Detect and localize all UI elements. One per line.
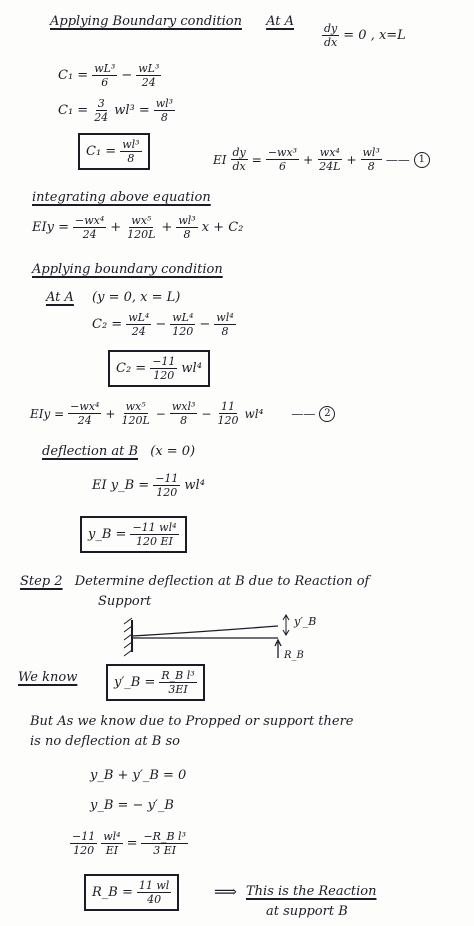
c1-lhs: C₁ =	[58, 68, 89, 83]
tail-text: wl⁴	[181, 361, 202, 376]
frac-num: 3	[97, 97, 105, 110]
heading-text: Applying Boundary condition	[50, 14, 242, 29]
plus-sign: +	[161, 220, 173, 235]
deflected-shape	[132, 626, 278, 636]
frac-num: wl³	[178, 214, 196, 227]
equation-1	[213, 146, 430, 173]
frac-den: EI	[105, 844, 119, 857]
frac-num: 11 wl	[138, 879, 170, 892]
mid-text: wl³ =	[114, 103, 150, 118]
heading-text: integrating above equation	[32, 190, 211, 205]
rb-label: R_B	[284, 650, 304, 661]
plus-sign: +	[303, 152, 314, 167]
frac-den: 6	[101, 76, 109, 89]
frac-num: wl³	[155, 97, 174, 110]
c2-result-box	[108, 350, 210, 387]
at-a-condition	[46, 290, 180, 305]
c2-lhs: C₂ =	[92, 317, 123, 332]
frac-num: wL³	[138, 62, 160, 75]
dx-text: dx	[324, 36, 338, 49]
wall-hatching	[124, 618, 132, 656]
tail-text: wl⁴	[184, 478, 205, 493]
but-line-2: is no deflection at B so	[30, 734, 180, 749]
frac-num: wl³	[122, 138, 140, 151]
condition-text: (x = 0)	[150, 444, 196, 459]
step-2-line-2	[98, 594, 151, 609]
frac-num: −R_B l³	[143, 830, 186, 843]
equation-2	[30, 400, 335, 427]
eiy-lhs: EIy =	[32, 220, 69, 235]
step-2-line	[20, 574, 369, 589]
tail-text: wl⁴	[244, 406, 264, 421]
frac-num: −wx⁴	[70, 400, 100, 413]
condition-text: (y = 0, x = L)	[92, 290, 181, 305]
frac-den: 24L	[319, 160, 341, 173]
sum-text: y_B + y′_B = 0	[90, 768, 187, 783]
rb-lhs: R_B =	[92, 885, 133, 900]
c1-equation-b	[58, 97, 175, 124]
frac-den: 120 EI	[136, 535, 173, 548]
frac-num: −wx⁴	[75, 214, 105, 227]
final-text: at support B	[266, 904, 348, 919]
minus-sign: −	[121, 68, 133, 83]
frac-den: 24	[131, 325, 146, 338]
yb-prime-box	[106, 664, 205, 701]
integrating-heading	[32, 190, 211, 205]
final-text: This is the Reaction	[246, 884, 377, 899]
frac-num: wx⁵	[125, 400, 146, 413]
frac-den: 120	[153, 369, 175, 382]
we-know-label	[18, 670, 77, 685]
frac-num: wL³	[94, 62, 116, 75]
yb-result-box	[80, 516, 187, 553]
equals: =	[251, 152, 262, 167]
sum-text: y_B = − y′_B	[90, 798, 174, 813]
frac-den: 3 EI	[153, 844, 177, 857]
frac-num: wl³	[362, 146, 380, 159]
at-a-text: At A	[266, 14, 294, 29]
minus-sign: −	[155, 406, 166, 421]
plus-sign: +	[346, 152, 357, 167]
c1-lhs: C₁ =	[58, 103, 89, 118]
c1-lhs: C₁ =	[86, 144, 117, 159]
at-a-text: At A	[46, 290, 74, 305]
frac-num: wL⁴	[128, 311, 150, 324]
step-text: Support	[98, 594, 152, 609]
dy-dx-condition	[322, 22, 406, 49]
heading-text: deflection at B	[42, 444, 139, 459]
dy-text: dy	[232, 146, 246, 159]
frac-num: −wx³	[267, 146, 298, 159]
yb-prime-lhs: y′_B =	[114, 675, 156, 690]
equation-number: 1	[414, 152, 430, 168]
minus-sign: −	[199, 317, 211, 332]
sum-equation-1	[90, 768, 186, 783]
c2-equation	[92, 311, 236, 338]
eiyb-equation	[92, 472, 205, 499]
dash: ——	[291, 406, 316, 421]
frac-den: 3EI	[168, 683, 188, 696]
minus-sign: −	[201, 406, 212, 421]
frac-den: 8	[180, 414, 188, 427]
c1-result-box	[78, 133, 150, 170]
we-know-text: We know	[18, 670, 78, 685]
ei-text: EI	[213, 152, 227, 167]
dx-text: dx	[232, 160, 246, 173]
frac-num: −11	[155, 472, 179, 485]
heading-text: Applying boundary condition	[32, 262, 223, 277]
frac-num: −11 wl⁴	[132, 521, 177, 534]
frac-num: −11	[152, 355, 176, 368]
final-text-2	[266, 904, 348, 919]
yb-prime-label: y′_B	[294, 615, 317, 628]
equation-number: 2	[319, 406, 335, 422]
frac-den: 8	[367, 160, 375, 173]
frac-num: wx⁴	[319, 146, 340, 159]
step-label: Step 2	[20, 574, 63, 589]
final-text-1	[246, 884, 376, 899]
minus-sign: −	[155, 317, 167, 332]
step-text: Determine deflection at B due to Reaction of	[74, 574, 370, 589]
frac-den: 24	[94, 111, 109, 124]
frac-den: 120	[156, 486, 178, 499]
condition-text: = 0 , x=L	[343, 28, 406, 43]
boundary-heading-1	[50, 14, 294, 29]
frac-num: wl⁴	[216, 311, 234, 324]
frac-num: wxl³	[171, 400, 196, 413]
frac-den: 24	[77, 414, 92, 427]
implies-arrow: ⟹	[214, 882, 237, 901]
plus-sign: +	[105, 406, 116, 421]
frac-den: 6	[278, 160, 286, 173]
frac-den: 8	[127, 152, 135, 165]
boundary-heading-2	[32, 262, 223, 277]
equals: =	[126, 836, 138, 851]
eiy-equation	[32, 214, 243, 241]
frac-den: 8	[183, 228, 191, 241]
c1-equation-a	[58, 62, 161, 89]
frac-num: 11	[220, 400, 235, 413]
frac-den: 8	[160, 111, 168, 124]
sum-equation-2	[90, 798, 174, 813]
eiy-lhs: EIy =	[30, 406, 65, 421]
yb-lhs: y_B =	[88, 527, 127, 542]
eiyb-lhs: EI y_B =	[92, 478, 150, 493]
frac-num: R_B l³	[161, 669, 195, 682]
frac-den: 40	[147, 893, 162, 906]
frac-den: 120	[217, 414, 239, 427]
frac-den: 8	[221, 325, 229, 338]
frac-num: wL⁴	[172, 311, 194, 324]
frac-den: 120	[73, 844, 95, 857]
rb-result-box	[84, 874, 179, 911]
frac-den: 24	[82, 228, 97, 241]
frac-num: −11	[72, 830, 96, 843]
tail-text: x + C₂	[201, 220, 244, 235]
frac-den: 120L	[127, 228, 156, 241]
c2-lhs: C₂ =	[116, 361, 147, 376]
dash: ——	[385, 152, 410, 167]
frac-den: 120L	[121, 414, 150, 427]
deflection-heading	[42, 444, 195, 459]
frac-num: wx⁵	[131, 214, 152, 227]
but-line-1: But As we know due to Propped or support there	[30, 714, 354, 729]
plus-sign: +	[110, 220, 122, 235]
frac-den: 120	[172, 325, 194, 338]
frac-num: wl⁴	[103, 830, 121, 843]
sum-equation-3	[70, 830, 188, 857]
frac-den: 24	[141, 76, 156, 89]
dy-text: dy	[324, 22, 338, 35]
